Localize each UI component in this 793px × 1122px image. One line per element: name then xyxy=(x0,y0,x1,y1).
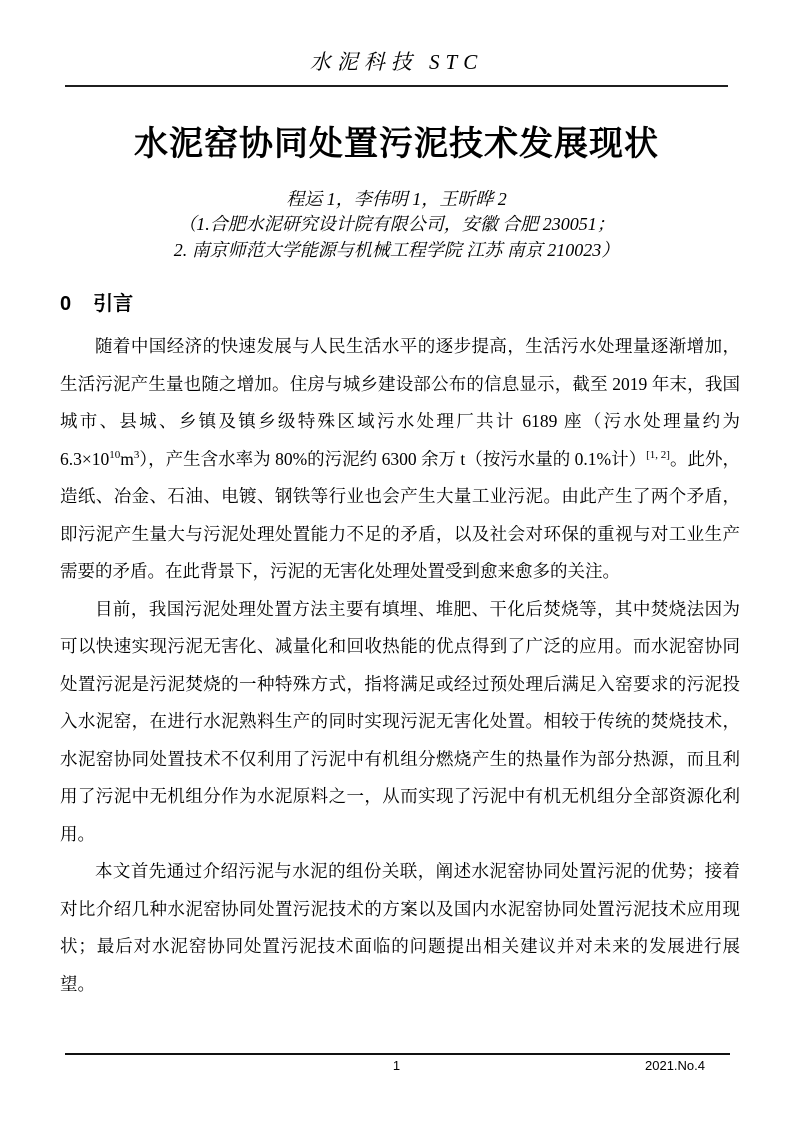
authors-line: 程运 1，李伟明 1，王昕晔 2 xyxy=(286,189,507,209)
body-paragraph: 目前，我国污泥处理处置方法主要有填埋、堆肥、干化后焚烧等，其中焚烧法因为可以快速实现污泥无害化、减量化和回收热能的优点得到了广泛的应用。而水泥窑协同处置污泥是污泥焚烧的一种特殊方式，指将满足或经过预处理后满足入窑要求的污泥投入水泥窑，在进行水泥熟料生产的同时实现污泥无害化处置。相较于传统的焚烧技术，水泥窑协同处置技术不仅利用了污泥中有机组分燃烧产生的热量作为部分热源，而且利用了污泥中无机组分作为水泥原料之一，从而实现了污泥中有机无机组分全部资源化利用。 xyxy=(60,598,740,844)
page-number: 1 xyxy=(392,1058,401,1073)
journal-title: 水泥科技 STC xyxy=(309,50,484,74)
superscript: 10 xyxy=(109,448,121,461)
section-title: 引言 xyxy=(93,293,134,315)
section-number: 0 xyxy=(60,293,72,315)
affiliation-line-2: 2. 南京师范大学能源与机械工程学院 江苏 南京 210023） xyxy=(173,240,620,260)
article-body xyxy=(60,328,740,1003)
issue-label: 2021.No.4 xyxy=(645,1058,705,1073)
body-paragraph: 本文首先通过介绍污泥与水泥的组份关联，阐述水泥窑协同处置污泥的优势；接着对比介绍几种水泥窑协同处置污泥技术的方案以及国内水泥窑协同处置污泥技术应用现状；最后对水泥窑协同处置污泥技术面临的问题提出相关建议并对未来的发展进行展望。 xyxy=(60,861,740,994)
header-rule xyxy=(65,85,728,87)
body-paragraph: 随着中国经济的快速发展与人民生活水平的逐步提高，生活污水处理量逐渐增加，生活污泥产生量也随之增加。住房与城乡建设部公布的信息显示，截至 2019 年末，我国城市、县城、乡镇及镇乡级特殊区域污水处理厂共计 6189 座（污水处理量约为 $6.3\times 10^{10}m^3$），产生含水率为 80%的污泥约 6300 余万 t（按污水量的 0.1%计）[1, 2]。此外，造纸、冶金、石油、电镀、钢铁等行业也会产生大量工业污泥。由此产生了两个矛盾，即污泥产生量大与污泥处理处置能力不足的矛盾，以及社会对环保的重视与对工业生产需要的矛盾。在此背景下，污泥的无害化处理处置受到愈来愈多的关注。 xyxy=(60,336,740,581)
footer-rule xyxy=(65,1053,730,1055)
affiliation-line-1: （1.合肥水泥研究设计院有限公司，安徽 合肥 230051； xyxy=(178,214,615,234)
superscript: [1, 2] xyxy=(646,448,670,461)
superscript: 3 xyxy=(133,448,140,461)
article-title: 水泥窑协同处置污泥技术发展现状 xyxy=(134,125,659,163)
section-heading xyxy=(60,287,733,316)
